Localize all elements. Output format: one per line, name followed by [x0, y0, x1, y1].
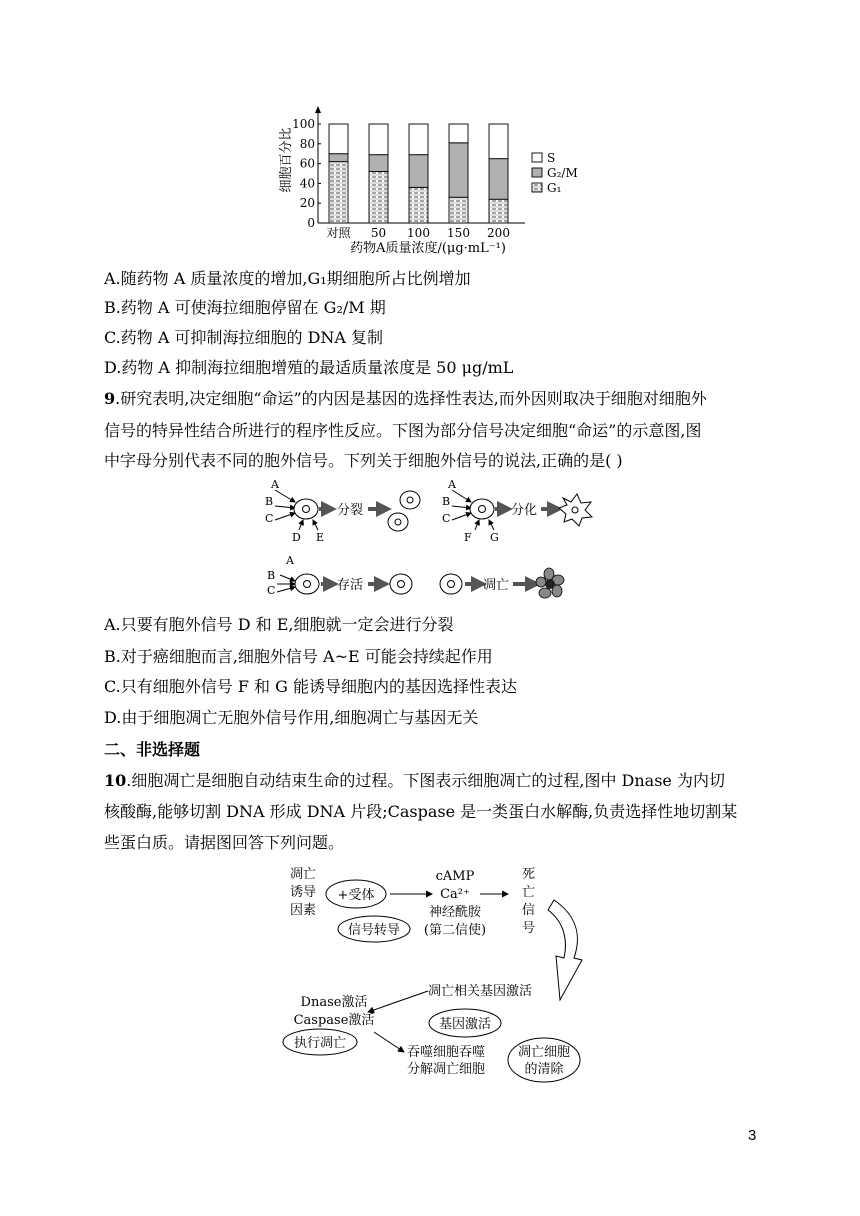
bar-segment [449, 124, 468, 143]
svg-text:凋亡细胞: 凋亡细胞 [517, 1045, 571, 1060]
cell-fate-signal-diagram [255, 478, 615, 610]
y-tick-label: 80 [299, 136, 315, 151]
y-tick-label: 0 [307, 216, 315, 230]
svg-text:Ca²⁺: Ca²⁺ [440, 887, 470, 902]
cell-cycle-bar-chart [270, 100, 600, 262]
legend-swatch [532, 153, 542, 162]
bar-segment [369, 124, 388, 155]
enzyme-activation [294, 995, 375, 1028]
bar-segment [329, 124, 348, 154]
y-tick-label: 20 [299, 196, 315, 211]
svg-text:死: 死 [522, 867, 536, 882]
execute-label: 执行凋亡 [293, 1036, 347, 1051]
bar-segment [449, 197, 468, 223]
signal-label-c2: C [442, 512, 451, 525]
differentiate-label: 分化 [511, 503, 538, 518]
bar-segment [409, 187, 428, 223]
q9-stem-line-1: 9.研究表明,决定细胞“命运”的内因是基因的选择性表达,而外因则取决于细胞对细胞外 [104, 389, 707, 408]
signals-differentiate-group [442, 478, 592, 544]
apoptosis-label: 凋亡 [483, 578, 510, 593]
bar-segment [369, 172, 388, 223]
svg-text:神经酰胺: 神经酰胺 [428, 905, 482, 920]
signal-label-c3: C [267, 584, 276, 597]
svg-text:凋亡: 凋亡 [290, 867, 317, 882]
signal-label-b: B [265, 495, 274, 508]
bar-segment [409, 124, 428, 155]
svg-text:因素: 因素 [290, 903, 317, 918]
q10-stem-line-1: 10.细胞凋亡是细胞自动结束生命的过程。下图表示细胞凋亡的过程,图中 Dnase 为内切 [104, 771, 725, 790]
receptor-label: +受体 [337, 888, 375, 903]
bar-segment [329, 162, 348, 223]
bar-segment [369, 155, 388, 172]
legend-label: S [547, 151, 556, 165]
x-tick-label: 对照 [326, 226, 351, 240]
transduction-label: 信号转导 [347, 923, 401, 938]
gene-activation-label: 基因激活 [438, 1017, 492, 1032]
q10-stem-line-2: 核酸酶,能够切割 DNA 形成 DNA 片段;Caspase 是一类蛋白水解酶,负责选择性地切割某 [104, 802, 738, 821]
q9-option-d: D.由于细胞凋亡无胞外信号作用,细胞凋亡与基因无关 [104, 708, 479, 727]
q8-option-d: D.药物 A 抑制海拉细胞增殖的最适质量浓度是 50 μg/mL [104, 358, 514, 377]
bar-segment [449, 143, 468, 197]
signal-label-a: A [271, 478, 279, 491]
signals-divide-group [265, 478, 420, 544]
q10-number: 10 [104, 771, 127, 790]
svg-text:信: 信 [522, 903, 536, 918]
svg-text:吞噬细胞吞噬: 吞噬细胞吞噬 [407, 1045, 486, 1060]
legend-swatch [532, 183, 542, 192]
y-axis-label: 细胞百分比 [279, 127, 294, 193]
svg-text:的清除: 的清除 [524, 1062, 564, 1077]
apoptosis-process-diagram [270, 860, 600, 1085]
x-tick-label: 50 [370, 226, 387, 240]
q8-option-b: B.药物 A 可使海拉细胞停留在 G₂/M 期 [104, 298, 386, 317]
y-axis-arrow [315, 106, 321, 113]
page-number: 3 [748, 1127, 757, 1144]
signal-label-d: D [292, 531, 301, 544]
bar-segment [409, 155, 428, 188]
large-curved-arrow [548, 900, 582, 1000]
q9-option-a: A.只要有胞外信号 D 和 E,细胞就一定会进行分裂 [104, 615, 454, 634]
divide-label: 分裂 [337, 503, 364, 518]
death-signal [522, 867, 535, 936]
bar-segment [489, 159, 508, 200]
q9-number: 9 [104, 389, 116, 408]
legend-label: G₁ [547, 181, 562, 195]
q9-option-c: C.只有细胞外信号 F 和 G 能诱导细胞内的基因选择性表达 [104, 677, 517, 696]
x-tick-label: 150 [447, 226, 470, 240]
svg-text:亡: 亡 [522, 885, 536, 900]
svg-text:Dnase激活: Dnase激活 [300, 995, 368, 1010]
q9-stem-line-3: 中字母分别代表不同的胞外信号。下列关于细胞外信号的说法,正确的是( ) [104, 451, 623, 470]
y-tick-label: 60 [299, 156, 315, 171]
apoptotic-cell-icon [536, 568, 564, 598]
svg-text:cAMP: cAMP [435, 869, 475, 884]
svg-text:诱导: 诱导 [290, 885, 317, 900]
signal-label-b3: B [267, 569, 276, 582]
inducer-block [290, 867, 316, 918]
svg-text:Caspase激活: Caspase激活 [293, 1013, 375, 1028]
x-tick-label: 200 [487, 226, 510, 240]
signal-label-a2: A [448, 478, 456, 491]
bar-segment [489, 124, 508, 159]
signals-survive-group [267, 554, 564, 598]
legend-label: G₂/M [547, 166, 578, 180]
signal-label-b2: B [442, 495, 451, 508]
y-tick-label: 40 [299, 176, 315, 191]
bar-segment [489, 199, 508, 223]
q8-option-c: C.药物 A 可抑制海拉细胞的 DNA 复制 [104, 328, 384, 347]
q9-stem-line-2: 信号的特异性结合所进行的程序性反应。下图为部分信号决定细胞“命运”的示意图,图 [104, 421, 702, 440]
survive-label: 存活 [337, 578, 364, 593]
q9-option-b: B.对于癌细胞而言,细胞外信号 A~E 可能会持续起作用 [104, 647, 493, 666]
svg-text:分解凋亡细胞: 分解凋亡细胞 [407, 1062, 486, 1077]
q8-option-a: A.随药物 A 质量浓度的增加,G₁期细胞所占比例增加 [104, 269, 471, 288]
signal-label-a3: A [286, 554, 294, 567]
signal-label-c: C [265, 512, 274, 525]
gene-activation-text: 凋亡相关基因激活 [428, 984, 533, 999]
signal-label-e: E [316, 531, 325, 544]
y-tick-label: 100 [292, 117, 315, 131]
x-axis-label: 药物A质量浓度/(μg·mL⁻¹) [350, 241, 506, 256]
signal-label-g: G [490, 531, 499, 544]
q10-stem-line-3: 些蛋白质。请据图回答下列问题。 [104, 833, 345, 852]
svg-text:(第二信使): (第二信使) [423, 923, 487, 938]
section-title: 二、非选择题 [104, 740, 201, 759]
phagocytosis-text [407, 1045, 485, 1077]
x-tick-label: 100 [407, 226, 430, 240]
svg-text:号: 号 [522, 921, 536, 936]
signal-label-f: F [464, 531, 472, 544]
bar-segment [329, 154, 348, 162]
second-messengers [424, 869, 486, 938]
legend-swatch [532, 168, 542, 177]
